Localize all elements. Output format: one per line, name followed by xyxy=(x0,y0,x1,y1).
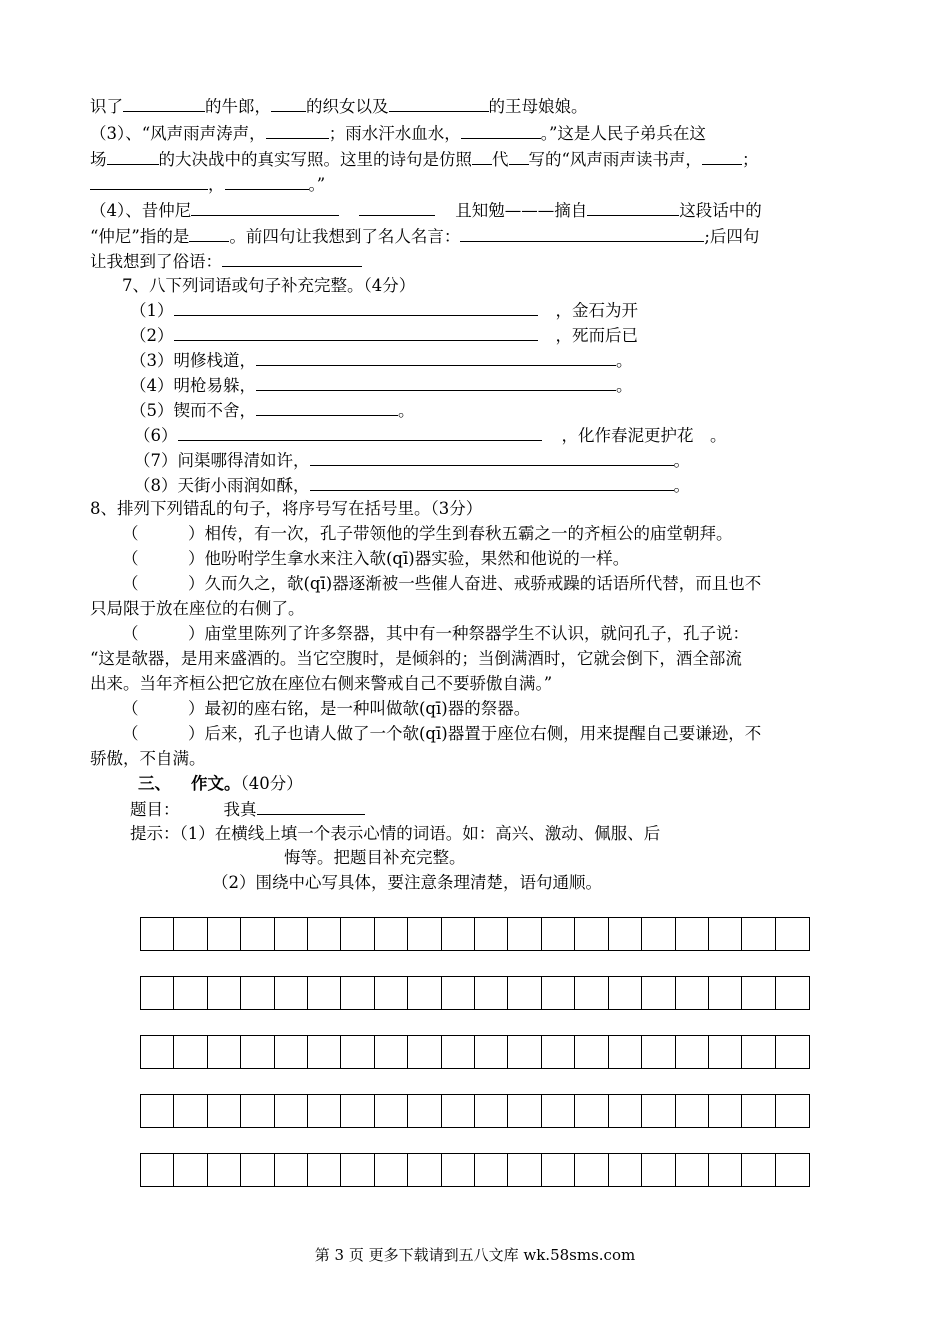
q7-item-7: （7）问渠哪得清如许， 。 xyxy=(134,448,690,473)
grid-cell[interactable] xyxy=(341,1095,374,1127)
grid-cell[interactable] xyxy=(542,977,575,1009)
grid-cell[interactable] xyxy=(742,1154,775,1186)
grid-cell[interactable] xyxy=(508,918,541,950)
grid-cell[interactable] xyxy=(475,1154,508,1186)
grid-cell[interactable] xyxy=(208,918,241,950)
essay-hint-2: （2）围绕中心写具体，要注意条理清楚，语句通顺。 xyxy=(212,873,602,892)
answer-blank[interactable] xyxy=(310,448,674,466)
grid-cell[interactable] xyxy=(208,1154,241,1186)
grid-cell[interactable] xyxy=(408,918,441,950)
answer-blank[interactable] xyxy=(256,373,616,391)
grid-cell[interactable] xyxy=(709,1154,742,1186)
grid-cell[interactable] xyxy=(776,918,809,950)
grid-cell[interactable] xyxy=(408,977,441,1009)
grid-cell[interactable] xyxy=(575,918,608,950)
grid-cell[interactable] xyxy=(241,1154,274,1186)
grid-cell[interactable] xyxy=(308,1095,341,1127)
grid-cell[interactable] xyxy=(442,1154,475,1186)
grid-cell[interactable] xyxy=(709,977,742,1009)
topic-blank[interactable] xyxy=(257,797,365,815)
grid-cell[interactable] xyxy=(408,1095,441,1127)
grid-cell[interactable] xyxy=(609,1154,642,1186)
grid-cell[interactable] xyxy=(308,1154,341,1186)
grid-cell[interactable] xyxy=(208,1036,241,1068)
q7-item-2: （2） ，死而后已 xyxy=(130,323,638,348)
sentence-6: （ ）后来，孔子也请人做了一个欹(qī)器置于座位右侧，用来提醒自己要谦逊，不 xyxy=(122,724,762,743)
answer-blank[interactable] xyxy=(123,94,205,112)
grid-cell[interactable] xyxy=(375,1095,408,1127)
grid-cell[interactable] xyxy=(442,1095,475,1127)
grid-cell[interactable] xyxy=(742,1095,775,1127)
grid-cell[interactable] xyxy=(676,1095,709,1127)
grid-cell[interactable] xyxy=(174,1154,207,1186)
grid-cell[interactable] xyxy=(275,1154,308,1186)
grid-cell[interactable] xyxy=(174,1095,207,1127)
essay-topic: 题目： 我真 xyxy=(130,797,365,822)
fill-line-3: 场 的大决战中的真实写照。这里的诗句是仿照 代 写的“风声雨声读书声， ； xyxy=(90,147,758,172)
grid-cell[interactable] xyxy=(676,977,709,1009)
q7-item-3: （3）明修栈道， 。 xyxy=(130,348,633,373)
sentence-2: （ ）他吩咐学生拿水来注入欹(qī)器实验，果然和他说的一样。 xyxy=(122,549,630,568)
grid-cell[interactable] xyxy=(542,1095,575,1127)
grid-cell[interactable] xyxy=(375,977,408,1009)
grid-cell[interactable] xyxy=(141,1154,174,1186)
fill-line-2: （3）、“风声雨声涛声， ；雨水汗水血水， 。”这是人民子弟兵在这 xyxy=(90,121,706,146)
answer-blank[interactable] xyxy=(460,224,704,242)
answer-blank[interactable] xyxy=(587,198,679,216)
grid-cell[interactable] xyxy=(208,1095,241,1127)
grid-cell[interactable] xyxy=(141,918,174,950)
grid-cell[interactable] xyxy=(341,977,374,1009)
grid-cell[interactable] xyxy=(776,1154,809,1186)
grid-cell[interactable] xyxy=(141,977,174,1009)
grid-cell[interactable] xyxy=(609,977,642,1009)
grid-cell[interactable] xyxy=(642,1036,675,1068)
grid-cell[interactable] xyxy=(174,977,207,1009)
grid-cell[interactable] xyxy=(609,1036,642,1068)
grid-cell[interactable] xyxy=(676,918,709,950)
grid-cell[interactable] xyxy=(341,1036,374,1068)
grid-cell[interactable] xyxy=(275,977,308,1009)
grid-cell[interactable] xyxy=(575,1036,608,1068)
grid-cell[interactable] xyxy=(609,1095,642,1127)
answer-blank[interactable] xyxy=(189,224,229,242)
q7-item-1: （1） ，金石为开 xyxy=(130,298,638,323)
answer-blank[interactable] xyxy=(461,121,541,139)
answer-blank[interactable] xyxy=(702,147,742,165)
grid-row xyxy=(140,1094,810,1128)
grid-cell[interactable] xyxy=(642,1095,675,1127)
grid-cell[interactable] xyxy=(375,1036,408,1068)
grid-cell[interactable] xyxy=(575,1154,608,1186)
grid-cell[interactable] xyxy=(275,918,308,950)
grid-cell[interactable] xyxy=(709,1095,742,1127)
grid-cell[interactable] xyxy=(208,977,241,1009)
grid-cell[interactable] xyxy=(308,977,341,1009)
answer-blank[interactable] xyxy=(191,198,339,216)
section-three-heading: 三、 作文。（40分） xyxy=(138,774,303,793)
fill-line-7: 让我想到了俗语： xyxy=(90,249,362,274)
page-footer: 第 3 页 更多下载请到五八文库 wk.58sms.com xyxy=(314,1246,636,1264)
grid-cell[interactable] xyxy=(542,1154,575,1186)
sentence-5: （ ）最初的座右铭，是一种叫做欹(qī)器的祭器。 xyxy=(122,699,531,718)
grid-cell[interactable] xyxy=(375,1154,408,1186)
sentence-3: （ ）久而久之，欹(qī)器逐渐被一些催人奋进、戒骄戒躁的话语所代替，而且也不 xyxy=(122,574,762,593)
answer-blank[interactable] xyxy=(178,423,542,441)
grid-cell[interactable] xyxy=(742,918,775,950)
grid-cell[interactable] xyxy=(275,1036,308,1068)
grid-cell[interactable] xyxy=(475,918,508,950)
grid-cell[interactable] xyxy=(141,1036,174,1068)
sentence-6-cont: 骄傲，不自满。 xyxy=(90,749,206,768)
essay-hint-1: 提示：（1）在横线上填一个表示心情的词语。如：高兴、激动、佩服、后 xyxy=(130,824,661,843)
grid-cell[interactable] xyxy=(542,918,575,950)
answer-blank[interactable] xyxy=(174,298,538,316)
grid-cell[interactable] xyxy=(174,918,207,950)
grid-cell[interactable] xyxy=(676,1036,709,1068)
q7-item-4: （4）明枪易躲， 。 xyxy=(130,373,633,398)
grid-cell[interactable] xyxy=(341,918,374,950)
grid-cell[interactable] xyxy=(742,977,775,1009)
grid-cell[interactable] xyxy=(709,1036,742,1068)
sentence-4: （ ）庙堂里陈列了许多祭器，其中有一种祭器学生不认识，就问孔子，孔子说： xyxy=(122,624,749,643)
answer-blank[interactable] xyxy=(174,323,538,341)
answer-blank[interactable] xyxy=(107,147,159,165)
grid-cell[interactable] xyxy=(442,977,475,1009)
sentence-1: （ ）相传，有一次，孔子带领他的学生到春秋五霸之一的齐桓公的庙堂朝拜。 xyxy=(122,524,733,543)
grid-cell[interactable] xyxy=(308,1036,341,1068)
grid-cell[interactable] xyxy=(408,1154,441,1186)
sentence-4-cont: “这是欹器，是用来盛酒的。当它空腹时，是倾斜的；当倒满酒时，它就会倒下，酒全部流 xyxy=(90,649,742,668)
sentence-4-cont: 出来。当年齐桓公把它放在座位右侧来警戒自己不要骄傲自满。” xyxy=(90,674,553,693)
grid-cell[interactable] xyxy=(241,1095,274,1127)
grid-cell[interactable] xyxy=(475,1095,508,1127)
grid-cell[interactable] xyxy=(241,1036,274,1068)
grid-cell[interactable] xyxy=(241,918,274,950)
grid-cell[interactable] xyxy=(575,1095,608,1127)
answer-blank[interactable] xyxy=(310,473,674,491)
q7-item-8: （8）天街小雨润如酥， 。 xyxy=(134,473,690,498)
grid-cell[interactable] xyxy=(609,918,642,950)
grid-row xyxy=(140,976,810,1010)
answer-blank[interactable] xyxy=(389,94,489,112)
answer-blank[interactable] xyxy=(256,348,616,366)
grid-cell[interactable] xyxy=(709,918,742,950)
grid-cell[interactable] xyxy=(475,1036,508,1068)
answer-blank[interactable] xyxy=(271,94,306,112)
grid-cell[interactable] xyxy=(408,1036,441,1068)
answer-blank[interactable] xyxy=(509,147,529,165)
grid-cell[interactable] xyxy=(575,977,608,1009)
grid-cell[interactable] xyxy=(174,1036,207,1068)
grid-cell[interactable] xyxy=(442,1036,475,1068)
grid-cell[interactable] xyxy=(241,977,274,1009)
grid-cell[interactable] xyxy=(508,1095,541,1127)
fill-line-6: “仲尼”指的是 。前四句让我想到了名人名言： ;后四句 xyxy=(90,224,759,249)
grid-cell[interactable] xyxy=(341,1154,374,1186)
q7-item-6: （6） ，化作春泥更护花 。 xyxy=(134,423,727,448)
essay-hint-1-cont: 悔等。把题目补充完整。 xyxy=(284,848,466,867)
fill-line-1: 识了 的牛郎， 的织女以及 的王母娘娘。 xyxy=(90,94,588,119)
grid-cell[interactable] xyxy=(542,1036,575,1068)
answer-blank[interactable] xyxy=(225,172,309,190)
answer-blank[interactable] xyxy=(359,198,435,216)
answer-blank[interactable] xyxy=(222,249,362,267)
grid-cell[interactable] xyxy=(642,1154,675,1186)
fill-line-5: （4）、昔仲尼 且知勉———摘自 这段话中的 xyxy=(90,198,762,223)
q7-item-5: （5）锲而不舍， 。 xyxy=(130,398,415,423)
grid-cell[interactable] xyxy=(141,1095,174,1127)
grid-cell[interactable] xyxy=(776,1095,809,1127)
grid-cell[interactable] xyxy=(375,918,408,950)
answer-blank[interactable] xyxy=(256,398,398,416)
grid-cell[interactable] xyxy=(676,1154,709,1186)
grid-row xyxy=(140,1035,810,1069)
question-7-heading: 7、八下列词语或句子补充完整。（4分） xyxy=(122,276,416,295)
answer-blank[interactable] xyxy=(90,172,208,190)
answer-blank[interactable] xyxy=(266,121,329,139)
grid-cell[interactable] xyxy=(508,1036,541,1068)
grid-cell[interactable] xyxy=(642,977,675,1009)
answer-blank[interactable] xyxy=(472,147,492,165)
grid-cell[interactable] xyxy=(308,918,341,950)
grid-cell[interactable] xyxy=(776,1036,809,1068)
grid-cell[interactable] xyxy=(442,918,475,950)
grid-cell[interactable] xyxy=(508,1154,541,1186)
grid-cell[interactable] xyxy=(742,1036,775,1068)
grid-cell[interactable] xyxy=(475,977,508,1009)
grid-cell[interactable] xyxy=(508,977,541,1009)
grid-cell[interactable] xyxy=(275,1095,308,1127)
grid-cell[interactable] xyxy=(642,918,675,950)
sentence-3-cont: 只局限于放在座位的右侧了。 xyxy=(90,599,305,618)
question-8-heading: 8、排列下列错乱的句子，将序号写在括号里。（3分） xyxy=(90,499,483,518)
grid-row xyxy=(140,1153,810,1187)
fill-line-4: ， 。” xyxy=(90,172,325,197)
grid-cell[interactable] xyxy=(776,977,809,1009)
grid-row xyxy=(140,917,810,951)
